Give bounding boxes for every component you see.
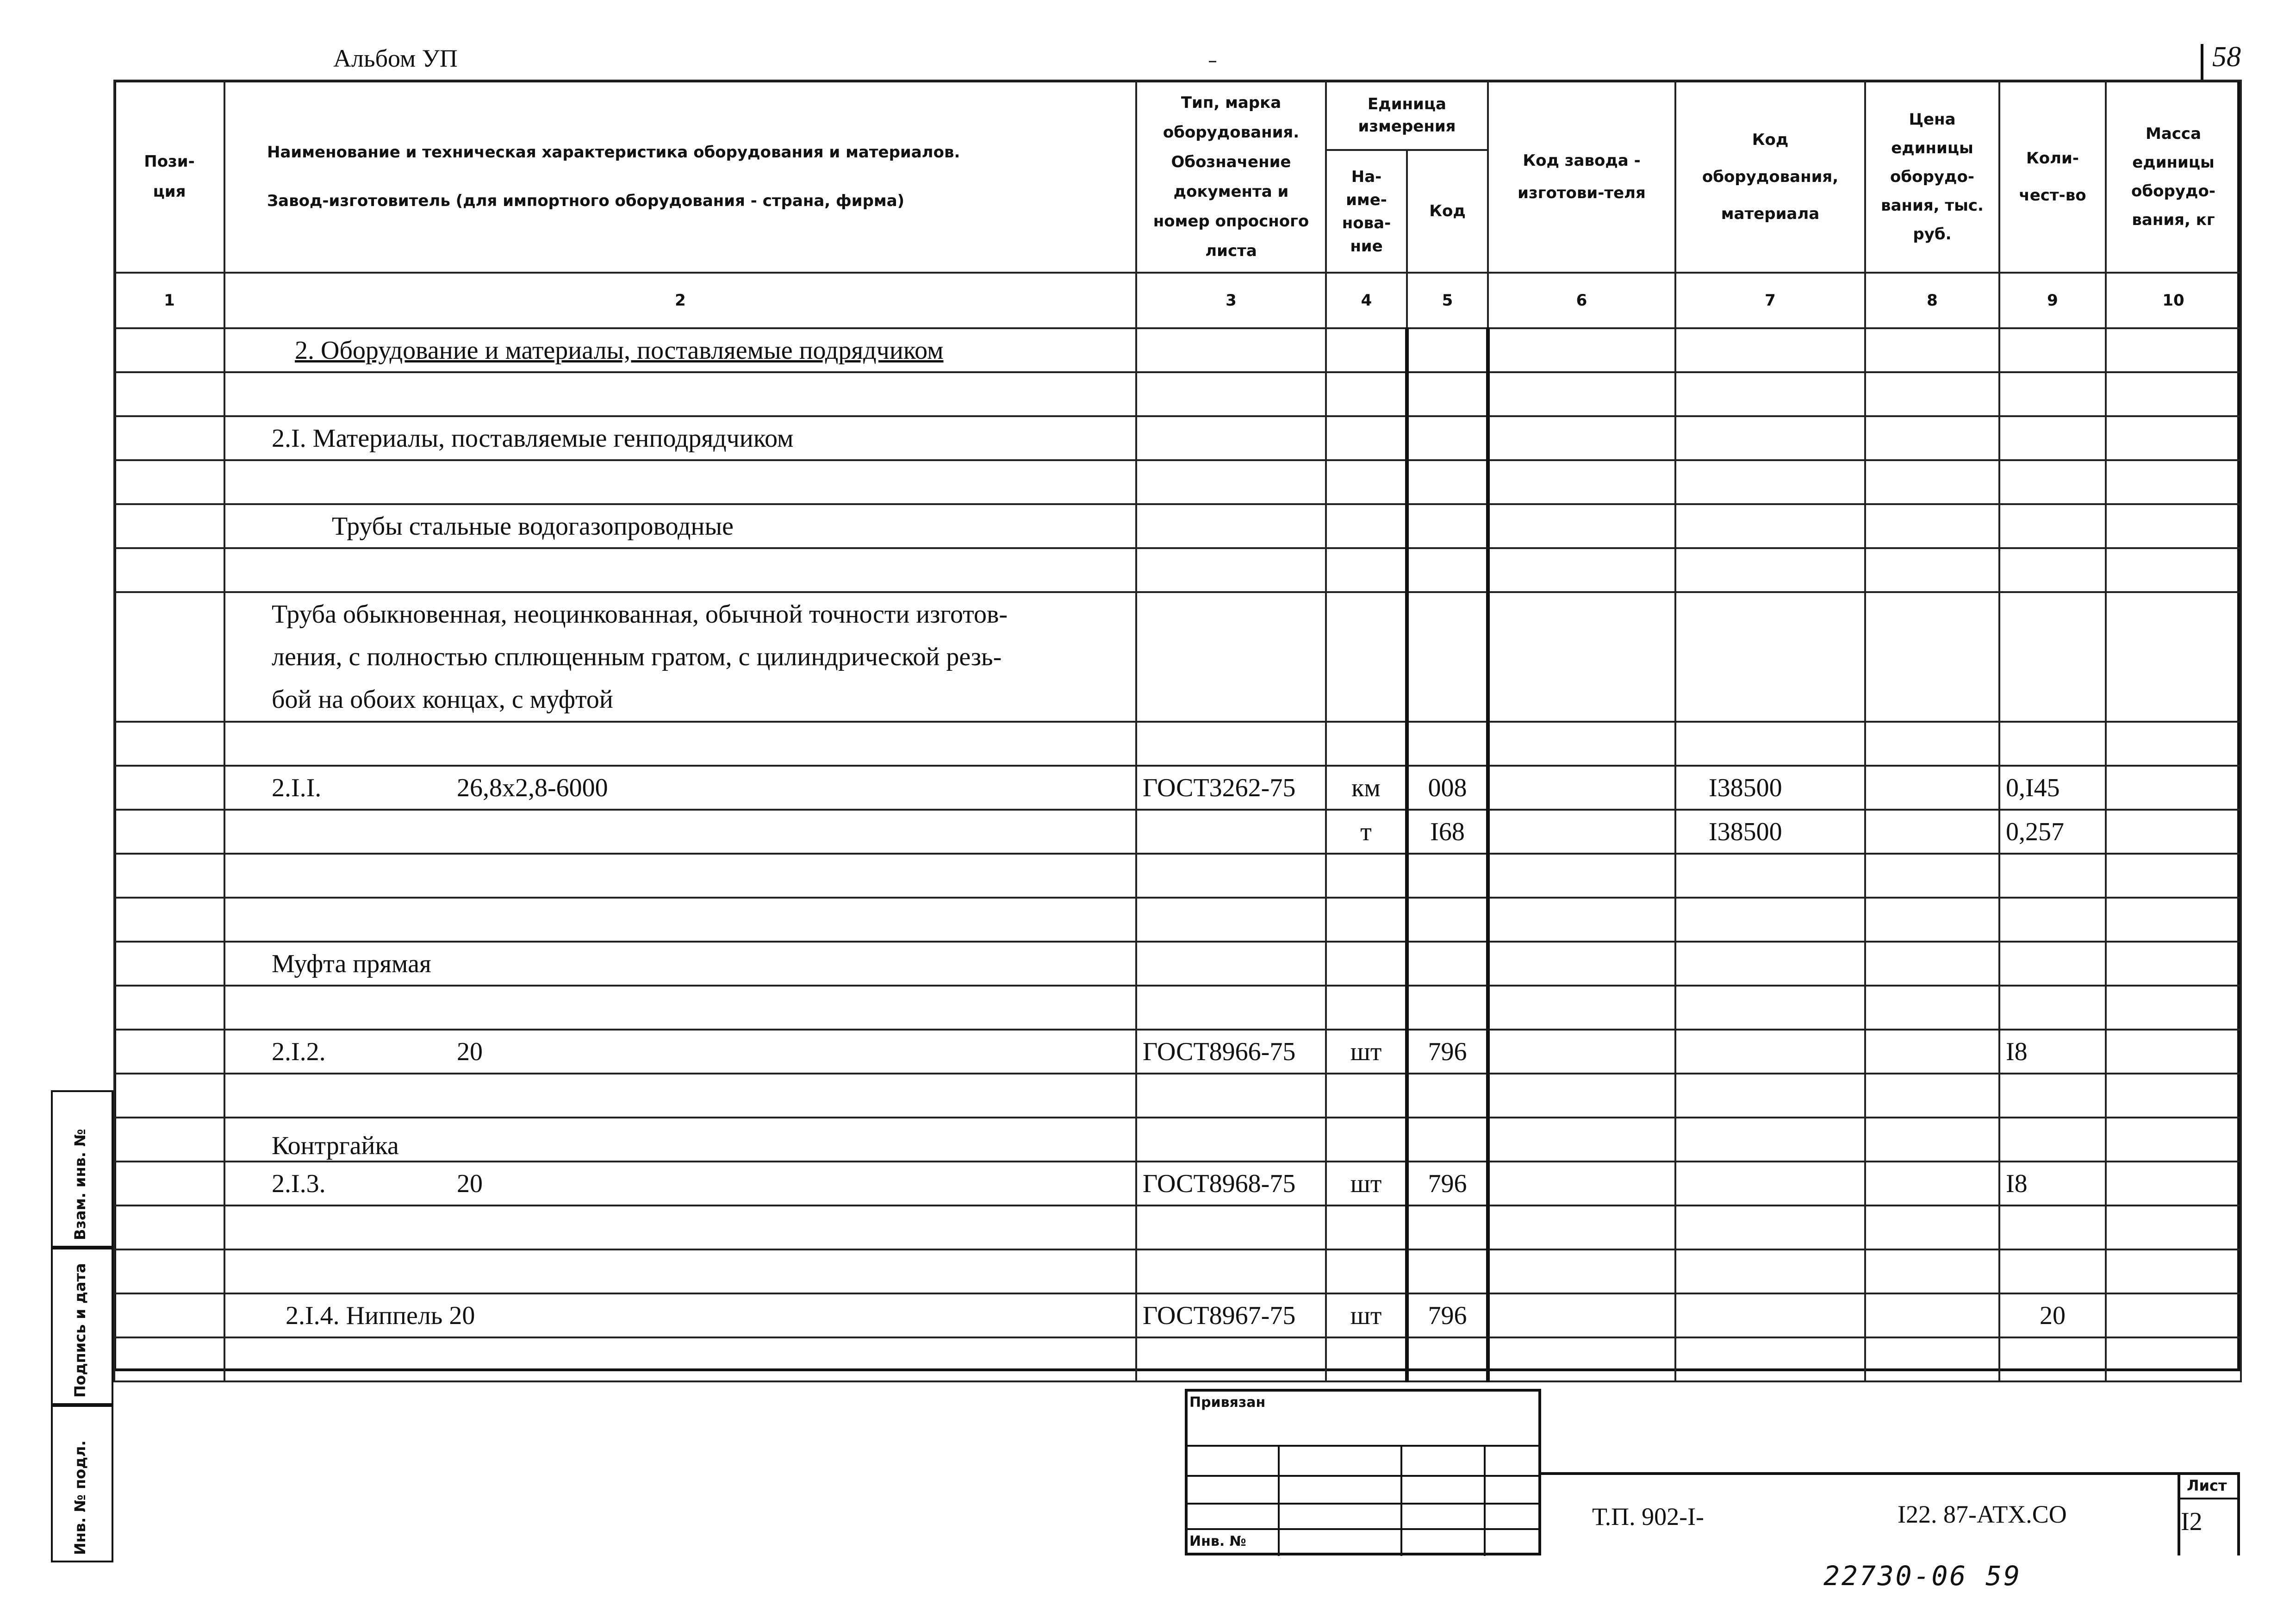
stamp-privyazan-label: Привязан [1189,1394,1266,1411]
item-document: ГОСТ8968-75 [1136,1162,1326,1206]
table-row [114,1030,2241,1074]
item-name: 26,8х2,8-6000 [457,773,608,802]
table-row [114,898,2241,942]
item-quantity: I8 [1999,1030,2106,1074]
stamp-inv-label: Инв. № [1189,1533,1246,1549]
table-row [114,460,2241,504]
col-num: 6 [1488,273,1675,328]
col-num: 1 [114,273,224,328]
table-row [114,1118,2241,1162]
col-unit-code-header: Код [1407,150,1488,273]
column-number-row [114,273,2241,328]
table-row [114,548,2241,592]
side-label: Инв. № подл. [71,1440,89,1555]
col-position-header: Пози- ция [114,81,224,273]
table-row [114,854,2241,898]
table-row [114,766,2241,810]
table-row [114,810,2241,854]
table-row [114,1206,2241,1249]
col-name-header [224,81,1136,273]
item-position: 2.I.3. [272,1169,326,1198]
col-name-header-line1: Наименование и техническая характеристика оборудования и материалов. [267,143,960,162]
item-name: 20 [457,1037,483,1066]
header-row [114,81,2241,150]
side-cell-vzam [51,1090,113,1248]
section-2-title: 2. Оборудование и материалы, поставляемые подрядчиком [295,336,944,365]
table-row [114,592,2241,722]
coupling-title: Муфта прямая [224,942,1136,986]
col-unit-name-header: На-име-нова-ние [1326,150,1407,273]
album-label: Альбом УП [333,44,458,72]
item-unit-code: I68 [1407,810,1488,854]
table-row [114,722,2241,766]
item-position-name: 2.I.4. Ниппель 20 [224,1293,1136,1337]
col-num: 4 [1326,273,1407,328]
table-row [114,986,2241,1030]
item-position: 2.I.2. [272,1037,326,1066]
item-quantity: 20 [1999,1293,2106,1337]
binding-stamp [1185,1389,1541,1555]
item-unit-code: 796 [1407,1293,1488,1337]
col-num: 9 [1999,273,2106,328]
item-position: 2.I.I. [272,773,322,802]
locknut-title: Контргайка [224,1118,1136,1162]
col-material-code-header: Код оборудования, материала [1675,81,1865,273]
page-number: 58 [2212,41,2241,73]
col-factory-code-header: Код завода - изготови-теля [1488,81,1675,273]
table-row [114,942,2241,986]
project-code: Т.П. 902-I- [1592,1503,1705,1530]
item-unit: шт [1326,1293,1407,1337]
side-stamp [51,1090,113,1562]
item-quantity: 0,257 [1999,810,2106,854]
item-unit: шт [1326,1162,1407,1206]
col-unit-header: Единица измерения [1326,81,1488,150]
table-row [114,372,2241,416]
document-code: I22. 87-АТХ.СО [1898,1500,2067,1528]
item-unit: км [1326,766,1407,810]
pipe-description [224,592,1136,722]
table-row [114,416,2241,460]
table-row [114,1249,2241,1293]
specification-table [113,80,2242,1382]
side-cell-invpodl [51,1405,113,1562]
top-dash: – [1208,50,1217,71]
item-document: ГОСТ8966-75 [1136,1030,1326,1074]
item-material-code: I38500 [1675,766,1865,810]
pipe-description-line: ления, с полностью сплющенным гратом, с цилиндрической резь- [272,643,1002,671]
col-name-header-line2: Завод-изготовитель (для импортного оборудования - страна, фирма) [267,191,905,210]
item-quantity: I8 [1999,1162,2106,1206]
item-unit-code: 796 [1407,1030,1488,1074]
table-row [114,1293,2241,1337]
side-label: Подпись и дата [71,1263,89,1398]
item-document: ГОСТ8967-75 [1136,1293,1326,1337]
table-row [114,328,2241,372]
sheet-number: I2 [2181,1507,2203,1536]
table-row [114,1074,2241,1118]
item-unit: шт [1326,1030,1407,1074]
col-num: 3 [1136,273,1326,328]
col-num: 5 [1407,273,1488,328]
item-unit-code: 796 [1407,1162,1488,1206]
item-name: 20 [457,1169,483,1198]
col-num: 10 [2106,273,2241,328]
col-quantity-header: Коли-чест-во [1999,81,2106,273]
section-2-1-title: 2.I. Материалы, поставляемые генподрядчиком [224,416,1136,460]
pipe-description-line: Труба обыкновенная, неоцинкованная, обычной точности изготов- [272,600,1008,629]
col-num: 2 [224,273,1136,328]
col-num: 7 [1675,273,1865,328]
inventory-number: 22730-06 59 [1823,1560,2022,1592]
item-quantity: 0,I45 [1999,766,2106,810]
item-unit-code: 008 [1407,766,1488,810]
item-unit: т [1326,810,1407,854]
sheet-box-divider [2178,1498,2240,1499]
side-cell-podpis [51,1248,113,1405]
sheet-label: Лист [2187,1477,2227,1494]
pipes-title: Трубы стальные водогазопроводные [224,504,1136,548]
item-document: ГОСТ3262-75 [1136,766,1326,810]
col-num: 8 [1865,273,1999,328]
page-number-bar [2201,44,2203,81]
table-row [114,1337,2241,1381]
col-type-header: Тип, марка оборудования. Обозначение документа и номер опросного листа [1136,81,1326,273]
col-price-header: Цена единицы оборудо-вания, тыс. руб. [1865,81,1999,273]
table-row [114,504,2241,548]
side-label: Взам. инв. № [71,1129,89,1240]
pipe-description-line: бой на обоих концах, с муфтой [272,685,613,714]
item-material-code: I38500 [1675,810,1865,854]
table-row [114,1162,2241,1206]
col-mass-header: Масса единицы оборудо-вания, кг [2106,81,2241,273]
